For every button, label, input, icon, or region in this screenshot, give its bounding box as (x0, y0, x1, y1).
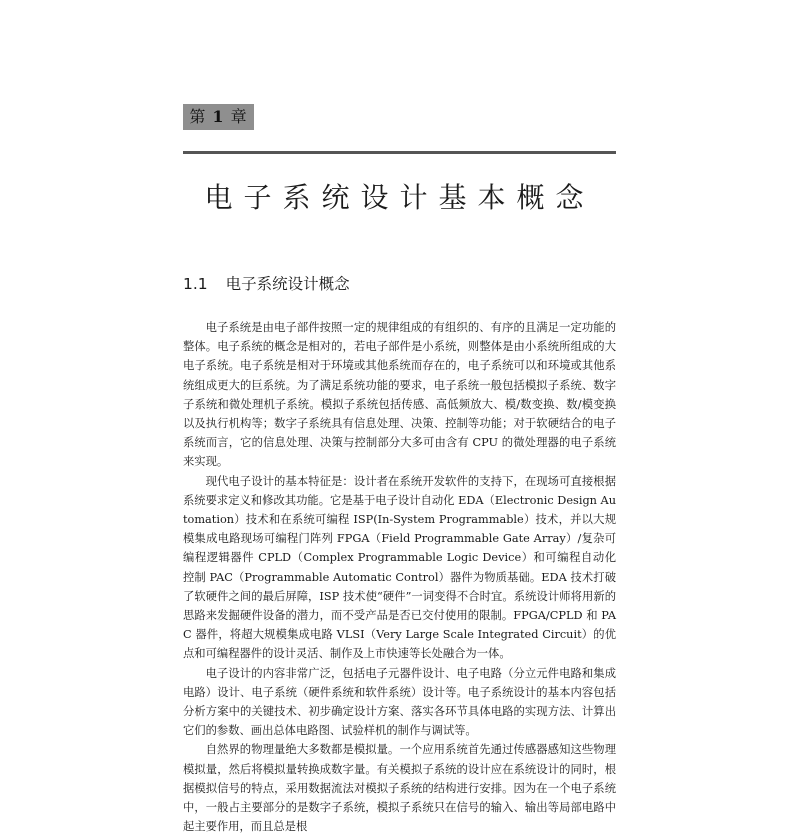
body-text (183, 318, 616, 836)
section-heading (183, 272, 350, 294)
paragraph: 自然界的物理量绝大多数都是模拟量。一个应用系统首先通过传感器感知这些物理模拟量，然后将模拟量转换成数字量。有关模拟子系统的设计应在系统设计的同时，根据模拟信号的特点，采用数据流法对模拟子系统的结构进行安排。因为在一个电子系统中，一般占主要部分的是数字子系统，模拟子系统只在信号的输入、输出等局部电路中起主要作用，而且总是根 (183, 743, 616, 834)
chapter-suffix: 章 (230, 107, 248, 126)
section-number: 1.1 (183, 275, 208, 293)
chapter-divider (183, 151, 616, 154)
chapter-label (183, 104, 254, 130)
paragraph: 电子设计的内容非常广泛，包括电子元器件设计、电子电路（分立元件电路和集成电路）设计、电子系统（硬件系统和软件系统）设计等。电子系统设计的基本内容包括分析方案中的关键技术、初步确定设计方案、落实各环节具体电路的实现方法、计算出它们的参数、画出总体电路图、试验样机的制作与调试等。 (183, 666, 616, 738)
chapter-prefix: 第 (189, 107, 207, 126)
chapter-number: 1 (212, 107, 225, 126)
chapter-title: 电子系统设计基本概念 (204, 181, 595, 214)
section-title: 电子系统设计概念 (225, 275, 350, 293)
paragraph: 现代电子设计的基本特征是：设计者在系统开发软件的支持下，在现场可直接根据系统要求定义和修改其功能。它是基于电子设计自动化 EDA（Electronic Design Automation）技术和在系统可编程 ISP(In-System Programmable）技术，并以大规模集成电路现场可编程门阵列 FPGA（Field Programmable Gate Array）/复杂可编程逻辑器件 CPLD（Complex Programmable Logic Device）和可编程自动化控制 PAC（Programmable Automatic Control）器件为物质基础。EDA 技术打破了软硬件之间的最后屏障，ISP 技术使“硬件”一词变得不合时宜。系统设计师将用新的思路来发掘硬件设备的潜力，而不受产品是否已交付使用的限制。FPGA/CPLD 和 PAC 器件，将超大规模集成电路 VLSI（Very Large Scale Integrated Circuit）的优点和可编程器件的设计灵活、制作及上市快速等长处融合为一体。 (183, 474, 616, 661)
paragraph: 电子系统是由电子部件按照一定的规律组成的有组织的、有序的且满足一定功能的整体。电子系统的概念是相对的，若电子部件是小系统，则整体是由小系统所组成的大电子系统。电子系统是相对于环境或其他系统而存在的，电子系统可以和环境或其他系统组成更大的巨系统。为了满足系统功能的要求，电子系统一般包括模拟子系统、数字子系统和微处理机子系统。模拟子系统包括传感、高低频放大、模/数变换、数/模变换以及执行机构等；数字子系统具有信息处理、决策、控制等功能；对于软硬结合的电子系统而言，它的信息处理、决策与控制部分大多可由含有 CPU 的微处理器的电子系统来实现。 (183, 321, 616, 469)
